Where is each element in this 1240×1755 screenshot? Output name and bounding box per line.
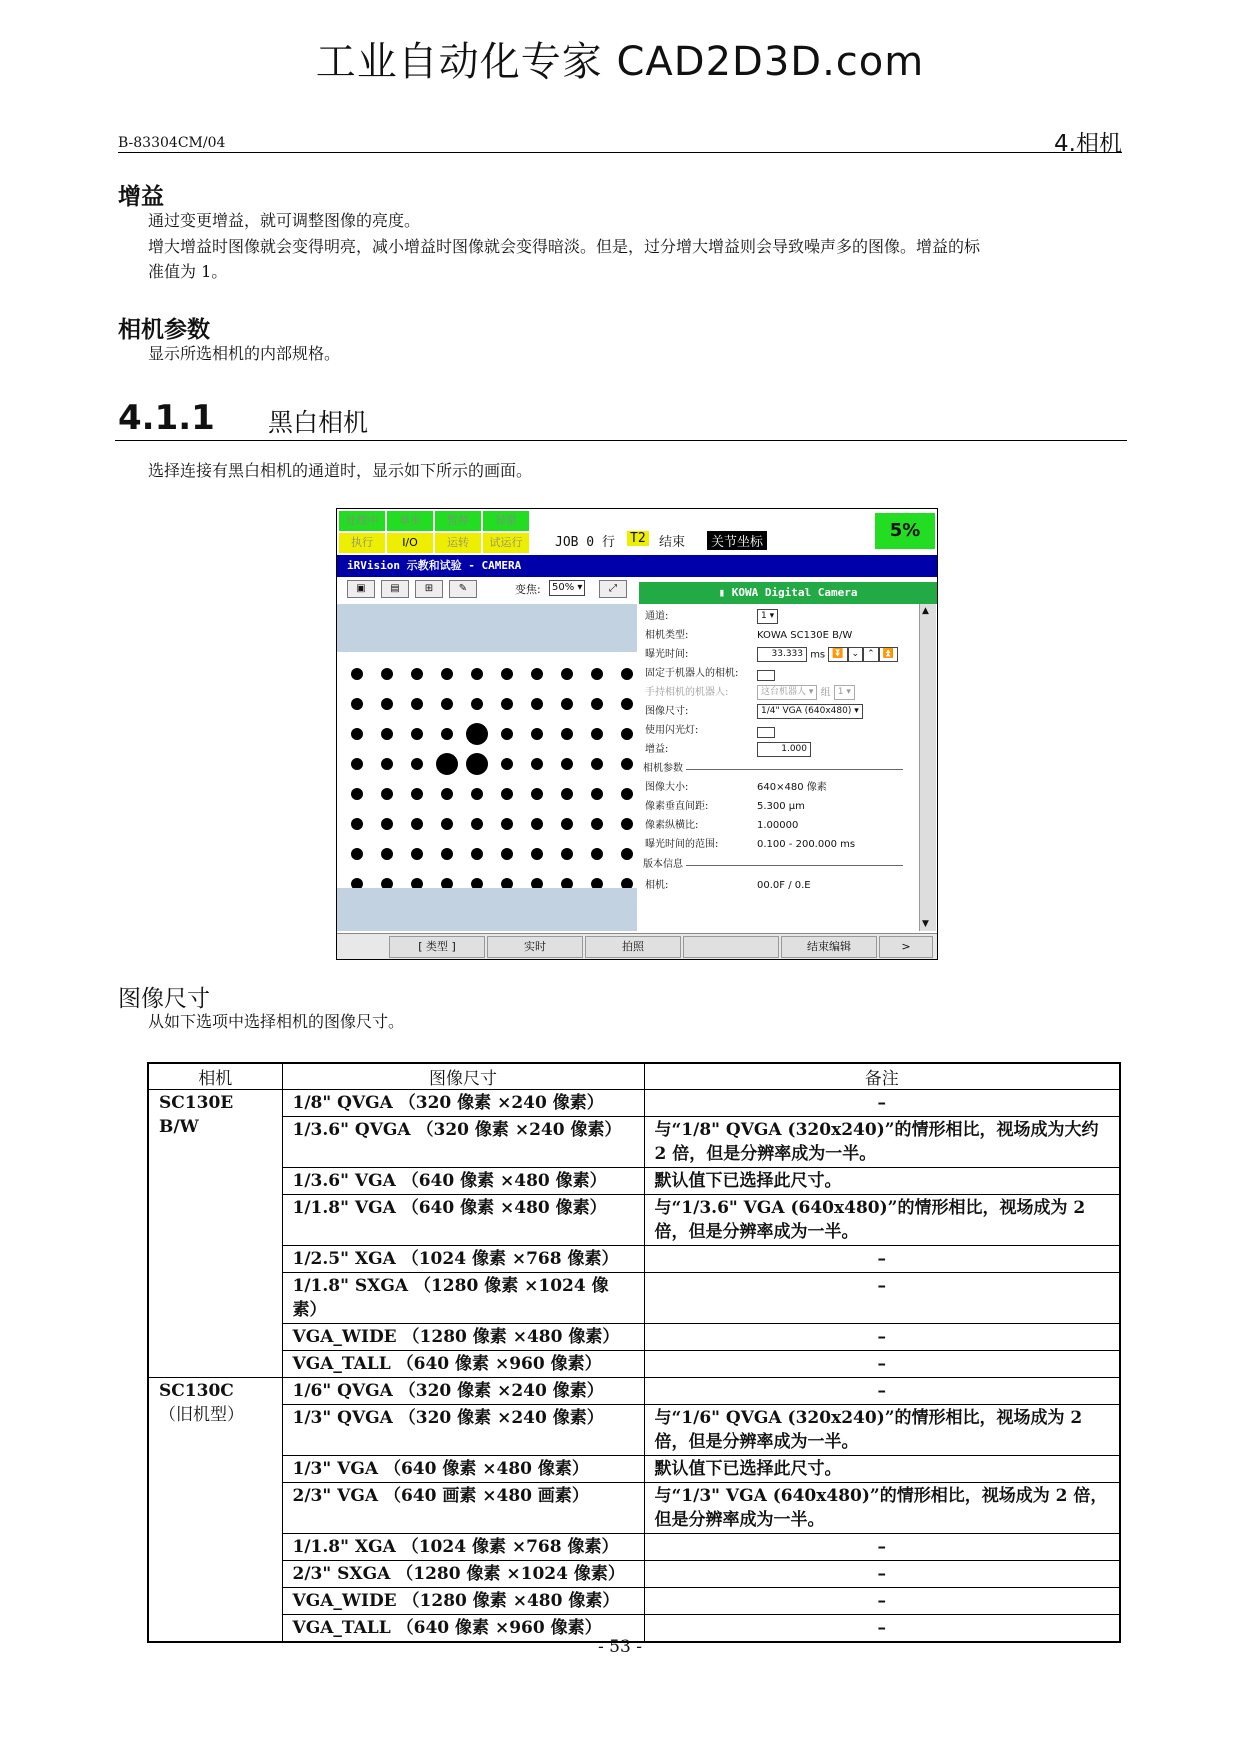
calibration-dot	[531, 818, 543, 830]
grid-icon[interactable]: ⊞	[415, 580, 443, 598]
fit-icon[interactable]: ⤢	[599, 580, 627, 598]
exposure-input[interactable]: 33.333	[757, 647, 807, 662]
note-cell: –	[644, 1561, 1120, 1588]
calibration-dot	[381, 668, 393, 680]
imgsize-label: 图像大小:	[645, 782, 689, 793]
calibration-dot	[381, 698, 393, 710]
calibration-dot	[471, 698, 483, 710]
live-button[interactable]: 实时	[487, 936, 583, 958]
table-row	[148, 1273, 1120, 1324]
calibration-dot	[591, 818, 603, 830]
calibration-dot	[351, 728, 363, 740]
status-prod: 运转	[435, 533, 481, 553]
size-cell: 1/3.6" VGA （640 像素 ×480 像素）	[282, 1168, 644, 1195]
table-row	[148, 1246, 1120, 1273]
pitch-label: 像素垂直间距:	[645, 801, 709, 812]
flash-checkbox[interactable]	[757, 727, 775, 738]
note-cell: –	[644, 1273, 1120, 1324]
dots	[351, 668, 633, 888]
holding-value: 这台机器人	[761, 687, 807, 697]
snap-button[interactable]: 拍照	[585, 936, 681, 958]
status-step: 单步	[387, 511, 433, 531]
aspect-label: 像素纵横比:	[645, 820, 699, 831]
calibration-dot	[411, 668, 423, 680]
table-row	[148, 1483, 1120, 1534]
calibration-dot	[501, 758, 513, 770]
calibration-dot	[351, 668, 363, 680]
camera-icon: ▮	[718, 586, 732, 599]
gain-para-1: 通过变更增益，就可调整图像的亮度。	[148, 211, 421, 230]
note-cell: 与“1/8" QVGA (320x240)”的情形相比，视场成为大约 2 倍，但是分辨率成为一半。	[644, 1117, 1120, 1168]
calibration-dot	[501, 878, 513, 888]
status-processing: 处理中	[339, 511, 385, 531]
calibration-dot	[381, 758, 393, 770]
camera-cell	[148, 1090, 282, 1378]
size-cell: VGA_TALL （640 像素 ×960 像素）	[282, 1615, 644, 1643]
calibration-dot	[381, 788, 393, 800]
calibration-dot	[351, 818, 363, 830]
note-cell: 与“1/3" VGA (640x480)”的情形相比，视场成为 2 倍，但是分辨率成为一半。	[644, 1483, 1120, 1534]
calibration-dot	[561, 788, 573, 800]
note-cell: 默认值下已选择此尺寸。	[644, 1456, 1120, 1483]
group-value: 1	[837, 687, 844, 697]
zoom-select[interactable]: 50% ▾	[549, 580, 585, 596]
calibration-dot	[351, 698, 363, 710]
calibration-dot	[561, 878, 573, 888]
calibration-dot	[381, 878, 393, 888]
size-cell: VGA_TALL （640 像素 ×960 像素）	[282, 1351, 644, 1378]
size-label: 图像尺寸:	[645, 706, 689, 717]
calibration-dot	[466, 753, 488, 775]
pitch-value: 5.300 μm	[757, 801, 805, 812]
note-cell: –	[644, 1246, 1120, 1273]
gain-label: 增益:	[645, 744, 669, 755]
calibration-dot	[441, 878, 453, 888]
table-row	[148, 1117, 1120, 1168]
calibration-dot	[471, 788, 483, 800]
camera-screen	[336, 508, 938, 960]
note-cell: –	[644, 1615, 1120, 1643]
open-image-icon[interactable]: ▣	[347, 580, 375, 598]
cam-version-value: 00.0F / 0.E	[757, 880, 811, 891]
image-size-heading: 图像尺寸	[118, 986, 210, 1012]
gain-heading: 增益	[118, 184, 164, 210]
note-cell: –	[644, 1378, 1120, 1405]
calibration-dot	[531, 698, 543, 710]
calibration-dot	[471, 818, 483, 830]
calibration-dot	[621, 818, 633, 830]
size-cell: 1/6" QVGA （320 像素 ×240 像素）	[282, 1378, 644, 1405]
gain-para-2: 增大增益时图像就会变得明亮，减小增益时图像就会变得暗淡。但是，过分增大增益则会导致噪声多的图像。增益的标	[148, 237, 981, 256]
table-row	[148, 1456, 1120, 1483]
zoom-label: 变焦:	[515, 583, 541, 596]
version-group-title: 版本信息	[643, 857, 686, 873]
size-cell: 2/3" SXGA （1280 像素 ×1024 像素）	[282, 1561, 644, 1588]
size-cell: 1/1.8" VGA （640 像素 ×480 像素）	[282, 1195, 644, 1246]
status-io: I/O	[387, 533, 433, 553]
header-camera: 相机	[148, 1063, 282, 1090]
status-message	[547, 509, 811, 552]
section-rule	[115, 440, 1127, 441]
camera-model-note: （旧机型）	[159, 1405, 244, 1425]
f4-button[interactable]	[683, 936, 779, 958]
holding-label: 手持相机的机器人:	[645, 687, 729, 698]
status-tcyc: 试运行	[483, 533, 529, 553]
calibration-dot	[591, 698, 603, 710]
size-cell: 1/3.6" QVGA （320 像素 ×240 像素）	[282, 1117, 644, 1168]
job-line: JOB 0 行	[555, 535, 615, 550]
section-title: 黑白相机	[268, 408, 369, 437]
next-page-button[interactable]: >	[879, 936, 933, 958]
calibration-dot	[411, 818, 423, 830]
calibration-dot	[501, 698, 513, 710]
params-group-title: 相机参数	[643, 761, 686, 777]
calibration-dot	[621, 758, 633, 770]
table-row	[148, 1588, 1120, 1615]
t2-badge: T2	[627, 531, 649, 546]
calibration-dot	[531, 788, 543, 800]
calibration-dot	[471, 878, 483, 888]
calibration-dot	[561, 668, 573, 680]
calibration-dot	[411, 788, 423, 800]
header-note: 备注	[644, 1063, 1120, 1090]
note-cell: 默认值下已选择此尺寸。	[644, 1168, 1120, 1195]
exposure-down-button[interactable]: ⏬	[828, 647, 847, 662]
calibration-dot	[441, 818, 453, 830]
calibration-dot	[591, 758, 603, 770]
type-value: KOWA SC130E B/W	[757, 630, 853, 641]
calibration-dot	[531, 728, 543, 740]
note-cell: –	[644, 1324, 1120, 1351]
exposure-label: 曝光时间:	[645, 649, 689, 660]
type-button[interactable]: [ 类型 ]	[389, 936, 485, 958]
channel-label: 通道:	[645, 611, 669, 622]
section-number: 4.1.1	[118, 398, 215, 438]
note-cell: 与“1/6" QVGA (320x240)”的情形相比，视场成为 2 倍，但是分辨率成为一半。	[644, 1405, 1120, 1456]
page-number: - 53 -	[598, 1637, 642, 1657]
calibration-dot	[621, 668, 633, 680]
exprange-value: 0.100 - 200.000 ms	[757, 839, 856, 850]
note-cell: –	[644, 1588, 1120, 1615]
calibration-dot	[351, 878, 363, 888]
camera-settings-panel	[639, 604, 917, 931]
size-cell: 1/3" VGA （640 像素 ×480 像素）	[282, 1456, 644, 1483]
function-key-bar	[337, 933, 937, 960]
calibration-dot	[591, 668, 603, 680]
calibration-dot	[471, 848, 483, 860]
header-size: 图像尺寸	[282, 1063, 644, 1090]
calibration-dot	[591, 728, 603, 740]
note-cell: 与“1/3.6" VGA (640x480)”的情形相比，视场成为 2 倍，但是分辨率成为一半。	[644, 1195, 1120, 1246]
calibration-dot	[441, 668, 453, 680]
doc-id: B-83304CM/04	[118, 135, 226, 151]
pen-icon[interactable]: ✎	[449, 580, 477, 598]
calibration-dot	[381, 848, 393, 860]
exprange-label: 曝光时间的范围:	[645, 839, 719, 850]
camera-model: SC130C	[159, 1381, 234, 1401]
table-row	[148, 1195, 1120, 1246]
calibration-dot	[621, 788, 633, 800]
type-label: 相机类型:	[645, 630, 689, 641]
zoom-value: 50%	[552, 582, 575, 593]
fixed-checkbox[interactable]	[757, 670, 775, 681]
calibration-image	[337, 652, 637, 888]
image-size-intro: 从如下选项中选择相机的图像尺寸。	[148, 1012, 405, 1031]
chapter-title: 4.相机	[1054, 131, 1122, 157]
imgsize-value: 640×480 像素	[757, 782, 827, 793]
camera-header	[639, 582, 937, 604]
calibration-dot	[561, 758, 573, 770]
size-cell: 1/8" QVGA （320 像素 ×240 像素）	[282, 1090, 644, 1117]
status-fault: 异常	[483, 511, 529, 531]
group-select[interactable]: 1 ▾	[834, 685, 855, 700]
panel-scrollbar[interactable]	[919, 604, 936, 931]
dot-grid	[337, 652, 637, 888]
override-percent: 5%	[875, 513, 935, 549]
gain-input[interactable]: 1.000	[757, 742, 811, 757]
calibration-dot	[591, 788, 603, 800]
header-rule	[118, 152, 1122, 153]
table-row	[148, 1090, 1120, 1117]
table-row	[148, 1561, 1120, 1588]
calibration-dot	[591, 878, 603, 888]
calibration-dot	[501, 788, 513, 800]
calibration-dot	[441, 788, 453, 800]
coord-label: 关节坐标	[707, 531, 767, 550]
calibration-dot	[501, 668, 513, 680]
params-para: 显示所选相机的内部规格。	[148, 344, 341, 363]
calibration-dot	[436, 753, 458, 775]
image-view[interactable]	[337, 604, 637, 931]
calibration-dot	[441, 848, 453, 860]
note-cell: –	[644, 1090, 1120, 1117]
calibration-dot	[411, 848, 423, 860]
calibration-dot	[501, 818, 513, 830]
calibration-dot	[351, 788, 363, 800]
table-row	[148, 1534, 1120, 1561]
note-cell: –	[644, 1351, 1120, 1378]
calibration-dot	[411, 878, 423, 888]
channel-select[interactable]: 1 ▾	[757, 609, 778, 624]
calibration-dot	[471, 668, 483, 680]
calibration-dot	[531, 848, 543, 860]
calibration-dot	[531, 878, 543, 888]
scroll-down-icon[interactable]: ▼	[922, 919, 929, 929]
cam-version-label: 相机:	[645, 880, 669, 891]
note-cell: –	[644, 1534, 1120, 1561]
status-run: 执行	[339, 533, 385, 553]
calibration-dot	[466, 723, 488, 745]
section-intro: 选择连接有黑白相机的通道时，显示如下所示的画面。	[148, 461, 533, 480]
camera-model: SC130E B/W	[159, 1093, 234, 1137]
calibration-dot	[621, 878, 633, 888]
size-cell: 1/1.8" SXGA （1280 像素 ×1024 像素）	[282, 1273, 644, 1324]
image-toolbar	[337, 577, 637, 599]
table-header-row	[148, 1063, 1120, 1090]
size-cell: 1/3" QVGA （320 像素 ×240 像素）	[282, 1405, 644, 1456]
size-cell: 1/2.5" XGA （1024 像素 ×768 像素）	[282, 1246, 644, 1273]
calibration-dot	[561, 848, 573, 860]
channel-value: 1	[761, 611, 767, 621]
exposure-up-button[interactable]: ⏫	[879, 647, 898, 662]
exposure-inc-button[interactable]: ⌃	[863, 647, 879, 662]
calibration-dot	[561, 818, 573, 830]
calibration-dot	[591, 848, 603, 860]
exposure-dec-button[interactable]: ⌄	[848, 647, 864, 662]
table-row	[148, 1378, 1120, 1405]
calibration-dot	[531, 668, 543, 680]
image-size-table	[147, 1062, 1121, 1643]
table-row	[148, 1405, 1120, 1456]
calibration-dot	[441, 698, 453, 710]
camera-cell	[148, 1378, 282, 1643]
end-label: 结束	[659, 535, 686, 550]
group-label: 组	[820, 687, 831, 699]
table-row	[148, 1324, 1120, 1351]
flash-label: 使用闪光灯:	[645, 725, 699, 736]
calibration-dot	[381, 818, 393, 830]
size-cell: VGA_WIDE （1280 像素 ×480 像素）	[282, 1588, 644, 1615]
size-cell: 1/1.8" XGA （1024 像素 ×768 像素）	[282, 1534, 644, 1561]
calibration-dot	[561, 728, 573, 740]
calibration-dot	[621, 728, 633, 740]
fixed-label: 固定于机器人的相机:	[645, 668, 739, 679]
calibration-dot	[381, 728, 393, 740]
gain-para-3: 准值为 1。	[148, 262, 228, 281]
table-row	[148, 1351, 1120, 1378]
camera-header-text: KOWA Digital Camera	[731, 586, 858, 599]
calibration-dot	[411, 728, 423, 740]
table-row	[148, 1168, 1120, 1195]
table-body	[148, 1090, 1120, 1643]
exposure-unit: ms	[810, 649, 826, 661]
aspect-value: 1.00000	[757, 820, 799, 831]
title-bar: iRVision 示教和试验 - CAMERA	[337, 555, 937, 577]
params-heading: 相机参数	[118, 317, 210, 343]
scroll-up-icon[interactable]: ▲	[922, 606, 929, 616]
size-cell: VGA_WIDE （1280 像素 ×480 像素）	[282, 1324, 644, 1351]
calibration-dot	[561, 698, 573, 710]
save-image-icon[interactable]: ▤	[381, 580, 409, 598]
calibration-dot	[441, 728, 453, 740]
calibration-dot	[351, 848, 363, 860]
calibration-dot	[351, 758, 363, 770]
end-edit-button[interactable]: 结束编辑	[781, 936, 877, 958]
size-value: 1/4" VGA (640x480)	[761, 706, 852, 716]
calibration-dot	[411, 758, 423, 770]
status-hold: 暂停	[435, 511, 481, 531]
calibration-dot	[411, 698, 423, 710]
calibration-dot	[501, 728, 513, 740]
size-select[interactable]: 1/4" VGA (640x480) ▾	[757, 704, 863, 719]
calibration-dot	[621, 848, 633, 860]
calibration-dot	[501, 848, 513, 860]
size-cell: 2/3" VGA （640 画素 ×480 画素）	[282, 1483, 644, 1534]
watermark: 工业自动化专家 CAD2D3D.com	[315, 39, 925, 85]
holding-select[interactable]: 这台机器人 ▾	[757, 685, 817, 700]
calibration-dot	[621, 698, 633, 710]
calibration-dot	[531, 758, 543, 770]
